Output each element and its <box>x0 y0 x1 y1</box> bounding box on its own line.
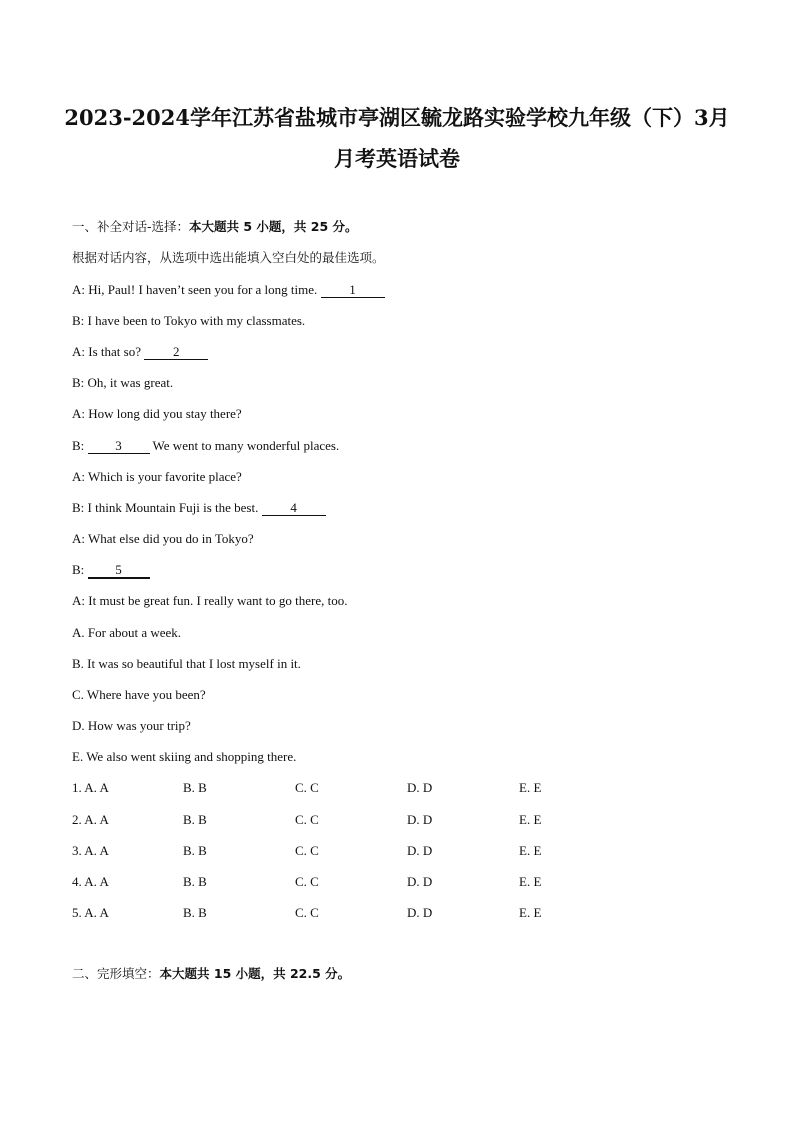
dialogue-line <box>72 500 326 516</box>
answer-choice: E. E <box>519 843 542 858</box>
answer-choice: B. B <box>183 812 207 827</box>
dialogue-text-after: We went to many wonderful places. <box>149 438 340 453</box>
answer-row <box>72 812 632 828</box>
dialogue-text: B: <box>72 438 88 453</box>
answer-choice: D. D <box>407 812 433 827</box>
answer-choice <box>72 843 109 859</box>
dialogue-text: A: It must be great fun. I really want to go there, too. <box>72 593 348 608</box>
page-title-line-1: 2023-2024学年江苏省盐城市亭湖区毓龙路实验学校九年级（下）3月 <box>64 105 730 130</box>
option-a: A. For about a week. <box>72 625 182 640</box>
question-number: 4. <box>72 874 82 889</box>
answer-choice: D. D <box>407 780 433 795</box>
answer-choice: E. E <box>519 874 542 889</box>
answer-choice <box>72 874 109 890</box>
answer-choice: B. B <box>183 780 207 795</box>
dialogue-text: A: How long did you stay there? <box>72 406 242 421</box>
dialogue-text: B: Oh, it was great. <box>72 375 174 390</box>
answer-choice: E. E <box>519 812 542 827</box>
answer-choice <box>72 812 109 828</box>
choice-label: A. A <box>84 843 109 858</box>
answer-choice <box>72 780 109 796</box>
page-title-line-2: 月考英语试卷 <box>334 146 460 171</box>
section-1-instruction: 根据对话内容，从选项中选出能填入空白处的最佳选项。 <box>72 250 385 265</box>
choice-label: A. A <box>84 780 109 795</box>
section-1-heading-prefix: 一、补全对话-选择： <box>72 219 190 234</box>
answer-choice: E. E <box>519 905 542 920</box>
answer-choice: B. B <box>183 905 207 920</box>
dialogue-line <box>72 406 242 422</box>
question-number: 3. <box>72 843 82 858</box>
answer-choice: D. D <box>407 874 433 889</box>
dialogue-text: B: <box>72 562 88 577</box>
question-number: 1. <box>72 780 82 795</box>
answer-blank: 1 <box>321 283 385 298</box>
answer-choice: C. C <box>295 843 319 858</box>
answer-blank: 5 <box>88 563 150 579</box>
dialogue-text: B: I think Mountain Fuji is the best. <box>72 500 262 515</box>
dialogue-line <box>72 375 173 391</box>
answer-blank: 3 <box>88 439 150 454</box>
answer-choice <box>72 905 109 921</box>
section-1-heading-detail: 本大题共 5 小题，共 25 分。 <box>189 219 358 234</box>
section-2-heading-prefix: 二、完形填空： <box>72 966 160 981</box>
section-1-heading <box>72 219 358 235</box>
answer-choice: D. D <box>407 843 433 858</box>
choice-label: A. A <box>84 874 109 889</box>
answer-row <box>72 874 632 890</box>
dialogue-line <box>72 438 339 454</box>
dialogue-line <box>72 282 385 298</box>
option-d: D. How was your trip? <box>72 718 191 733</box>
answer-blank: 4 <box>262 501 326 516</box>
answer-choice: B. B <box>183 874 207 889</box>
answer-choice: E. E <box>519 780 542 795</box>
question-number: 2. <box>72 812 82 827</box>
dialogue-line <box>72 593 347 609</box>
answer-row <box>72 905 632 921</box>
dialogue-line <box>72 562 150 579</box>
dialogue-line <box>72 313 305 329</box>
dialogue-text: A: Is that so? <box>72 344 145 359</box>
dialogue-text: A: Which is your favorite place? <box>72 469 242 484</box>
answer-row <box>72 843 632 859</box>
dialogue-line <box>72 469 242 485</box>
answer-choice: C. C <box>295 812 319 827</box>
answer-choice: C. C <box>295 780 319 795</box>
section-2-heading <box>72 966 350 982</box>
choice-label: A. A <box>84 905 109 920</box>
choice-label: A. A <box>84 812 109 827</box>
answer-choice: C. C <box>295 874 319 889</box>
option-e: E. We also went skiing and shopping there. <box>72 749 297 764</box>
answer-row <box>72 780 632 796</box>
question-number: 5. <box>72 905 82 920</box>
dialogue-text: B: I have been to Tokyo with my classmates. <box>72 313 306 328</box>
option-c: C. Where have you been? <box>72 687 206 702</box>
option-b: B. It was so beautiful that I lost myself in it. <box>72 656 301 671</box>
dialogue-line <box>72 531 254 547</box>
answer-choice: C. C <box>295 905 319 920</box>
answer-choice: B. B <box>183 843 207 858</box>
dialogue-text: A: What else did you do in Tokyo? <box>72 531 254 546</box>
section-2-heading-detail: 本大题共 15 小题，共 22.5 分。 <box>159 966 351 981</box>
dialogue-text: A: Hi, Paul! I haven’t seen you for a long time. <box>72 282 321 297</box>
answer-choice: D. D <box>407 905 433 920</box>
answer-blank: 2 <box>144 345 208 360</box>
dialogue-line <box>72 344 208 360</box>
